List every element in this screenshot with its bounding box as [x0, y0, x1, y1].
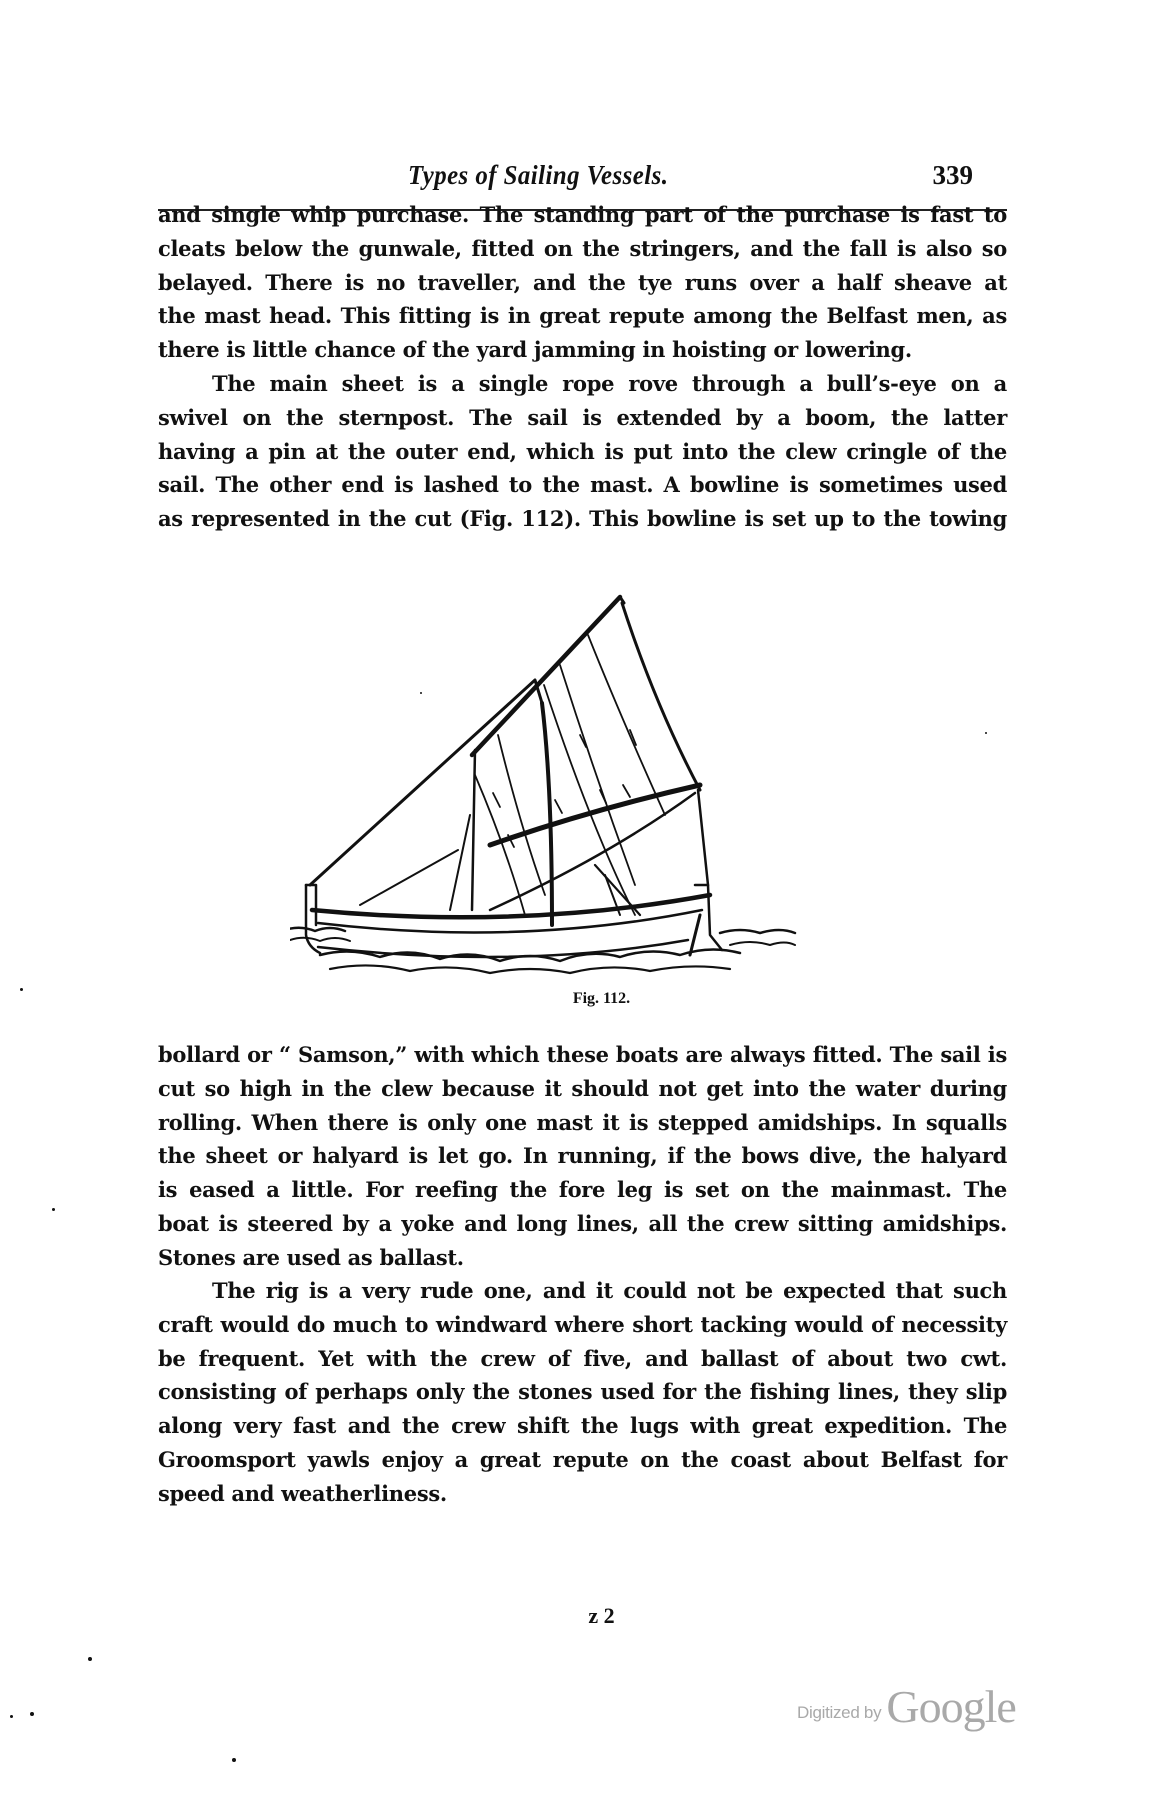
- paragraph-1: [158, 198, 1007, 367]
- figure-caption: Fig. 112.: [572, 990, 631, 1007]
- running-title: Types of Sailing Vessels.: [408, 160, 669, 190]
- lug-sail-boat-icon: [290, 585, 870, 995]
- signature-mark: z 2: [588, 1603, 615, 1628]
- text-line: The rig is a very rude one, and it could not be expected that such: [212, 1278, 1007, 1303]
- text-line: be frequent. Yet with the crew of five, and ballast of about two cwt.: [158, 1345, 1007, 1371]
- watermark-prefix: Digitized by: [797, 1703, 882, 1722]
- google-watermark: [797, 1680, 1016, 1733]
- text-line: is eased a little. For reefing the fore leg is set on the mainmast. The: [158, 1177, 1007, 1203]
- text-line: boat is steered by a yoke and long lines, all the crew sitting amidships.: [158, 1210, 1007, 1236]
- paragraph-4: [158, 1274, 1007, 1511]
- figure-boat-illustration: [290, 585, 870, 995]
- text-line: Groomsport yawls enjoy a great repute on the coast about Belfast for: [158, 1446, 1007, 1472]
- text-line: The main sheet is a single rope rove through a bull’s-eye on a: [212, 371, 1007, 396]
- scan-speck: [20, 988, 23, 991]
- text-line: rolling. When there is only one mast it is stepped amidships. In squalls: [158, 1109, 1007, 1135]
- text-line: cleats below the gunwale, fitted on the stringers, and the fall is also so: [158, 235, 1007, 261]
- text-line: Stones are used as ballast.: [158, 1244, 464, 1270]
- paragraph-2: [158, 367, 1007, 536]
- scan-speck: [52, 1208, 55, 1211]
- scan-speck: [232, 1758, 236, 1762]
- watermark-logo: Google: [886, 1681, 1016, 1732]
- paragraph-3: [158, 1038, 1007, 1275]
- scan-speck: [88, 1657, 92, 1661]
- text-line: sail. The other end is lashed to the mast. A bowline is sometimes used: [158, 472, 1007, 498]
- scan-speck: [30, 1712, 34, 1716]
- text-line: there is little chance of the yard jamming in hoisting or lowering.: [158, 337, 912, 363]
- scan-speck: [10, 1715, 13, 1718]
- text-line: the mast head. This fitting is in great repute among the Belfast men, as: [158, 303, 1007, 329]
- text-line: craft would do much to windward where short tacking would of necessity: [158, 1311, 1007, 1337]
- text-line: bollard or “ Samson,” with which these boats are always fitted. The sail is: [158, 1042, 1007, 1067]
- text-line: having a pin at the outer end, which is put into the clew cringle of the: [158, 438, 1007, 464]
- scan-speck: [420, 692, 422, 694]
- text-line: belayed. There is no traveller, and the tye runs over a half sheave at: [158, 269, 1007, 295]
- text-line: the sheet or halyard is let go. In running, if the bows dive, the halyard: [158, 1143, 1007, 1169]
- text-line: and single whip purchase. The standing part of the purchase is fast to: [158, 202, 1007, 227]
- running-head: [158, 160, 1007, 196]
- scan-speck: [985, 732, 987, 734]
- text-line: swivel on the sternpost. The sail is extended by a boom, the latter: [158, 404, 1007, 430]
- text-line: cut so high in the clew because it should not get into the water during: [158, 1075, 1007, 1101]
- text-line: along very fast and the crew shift the lugs with great expedition. The: [158, 1413, 1007, 1439]
- text-line: speed and weatherliness.: [158, 1480, 447, 1506]
- page-number: 339: [932, 160, 973, 190]
- text-line: consisting of perhaps only the stones used for the fishing lines, they slip: [158, 1379, 1007, 1405]
- text-line: as represented in the cut (Fig. 112). This bowline is set up to the towing: [158, 506, 1007, 532]
